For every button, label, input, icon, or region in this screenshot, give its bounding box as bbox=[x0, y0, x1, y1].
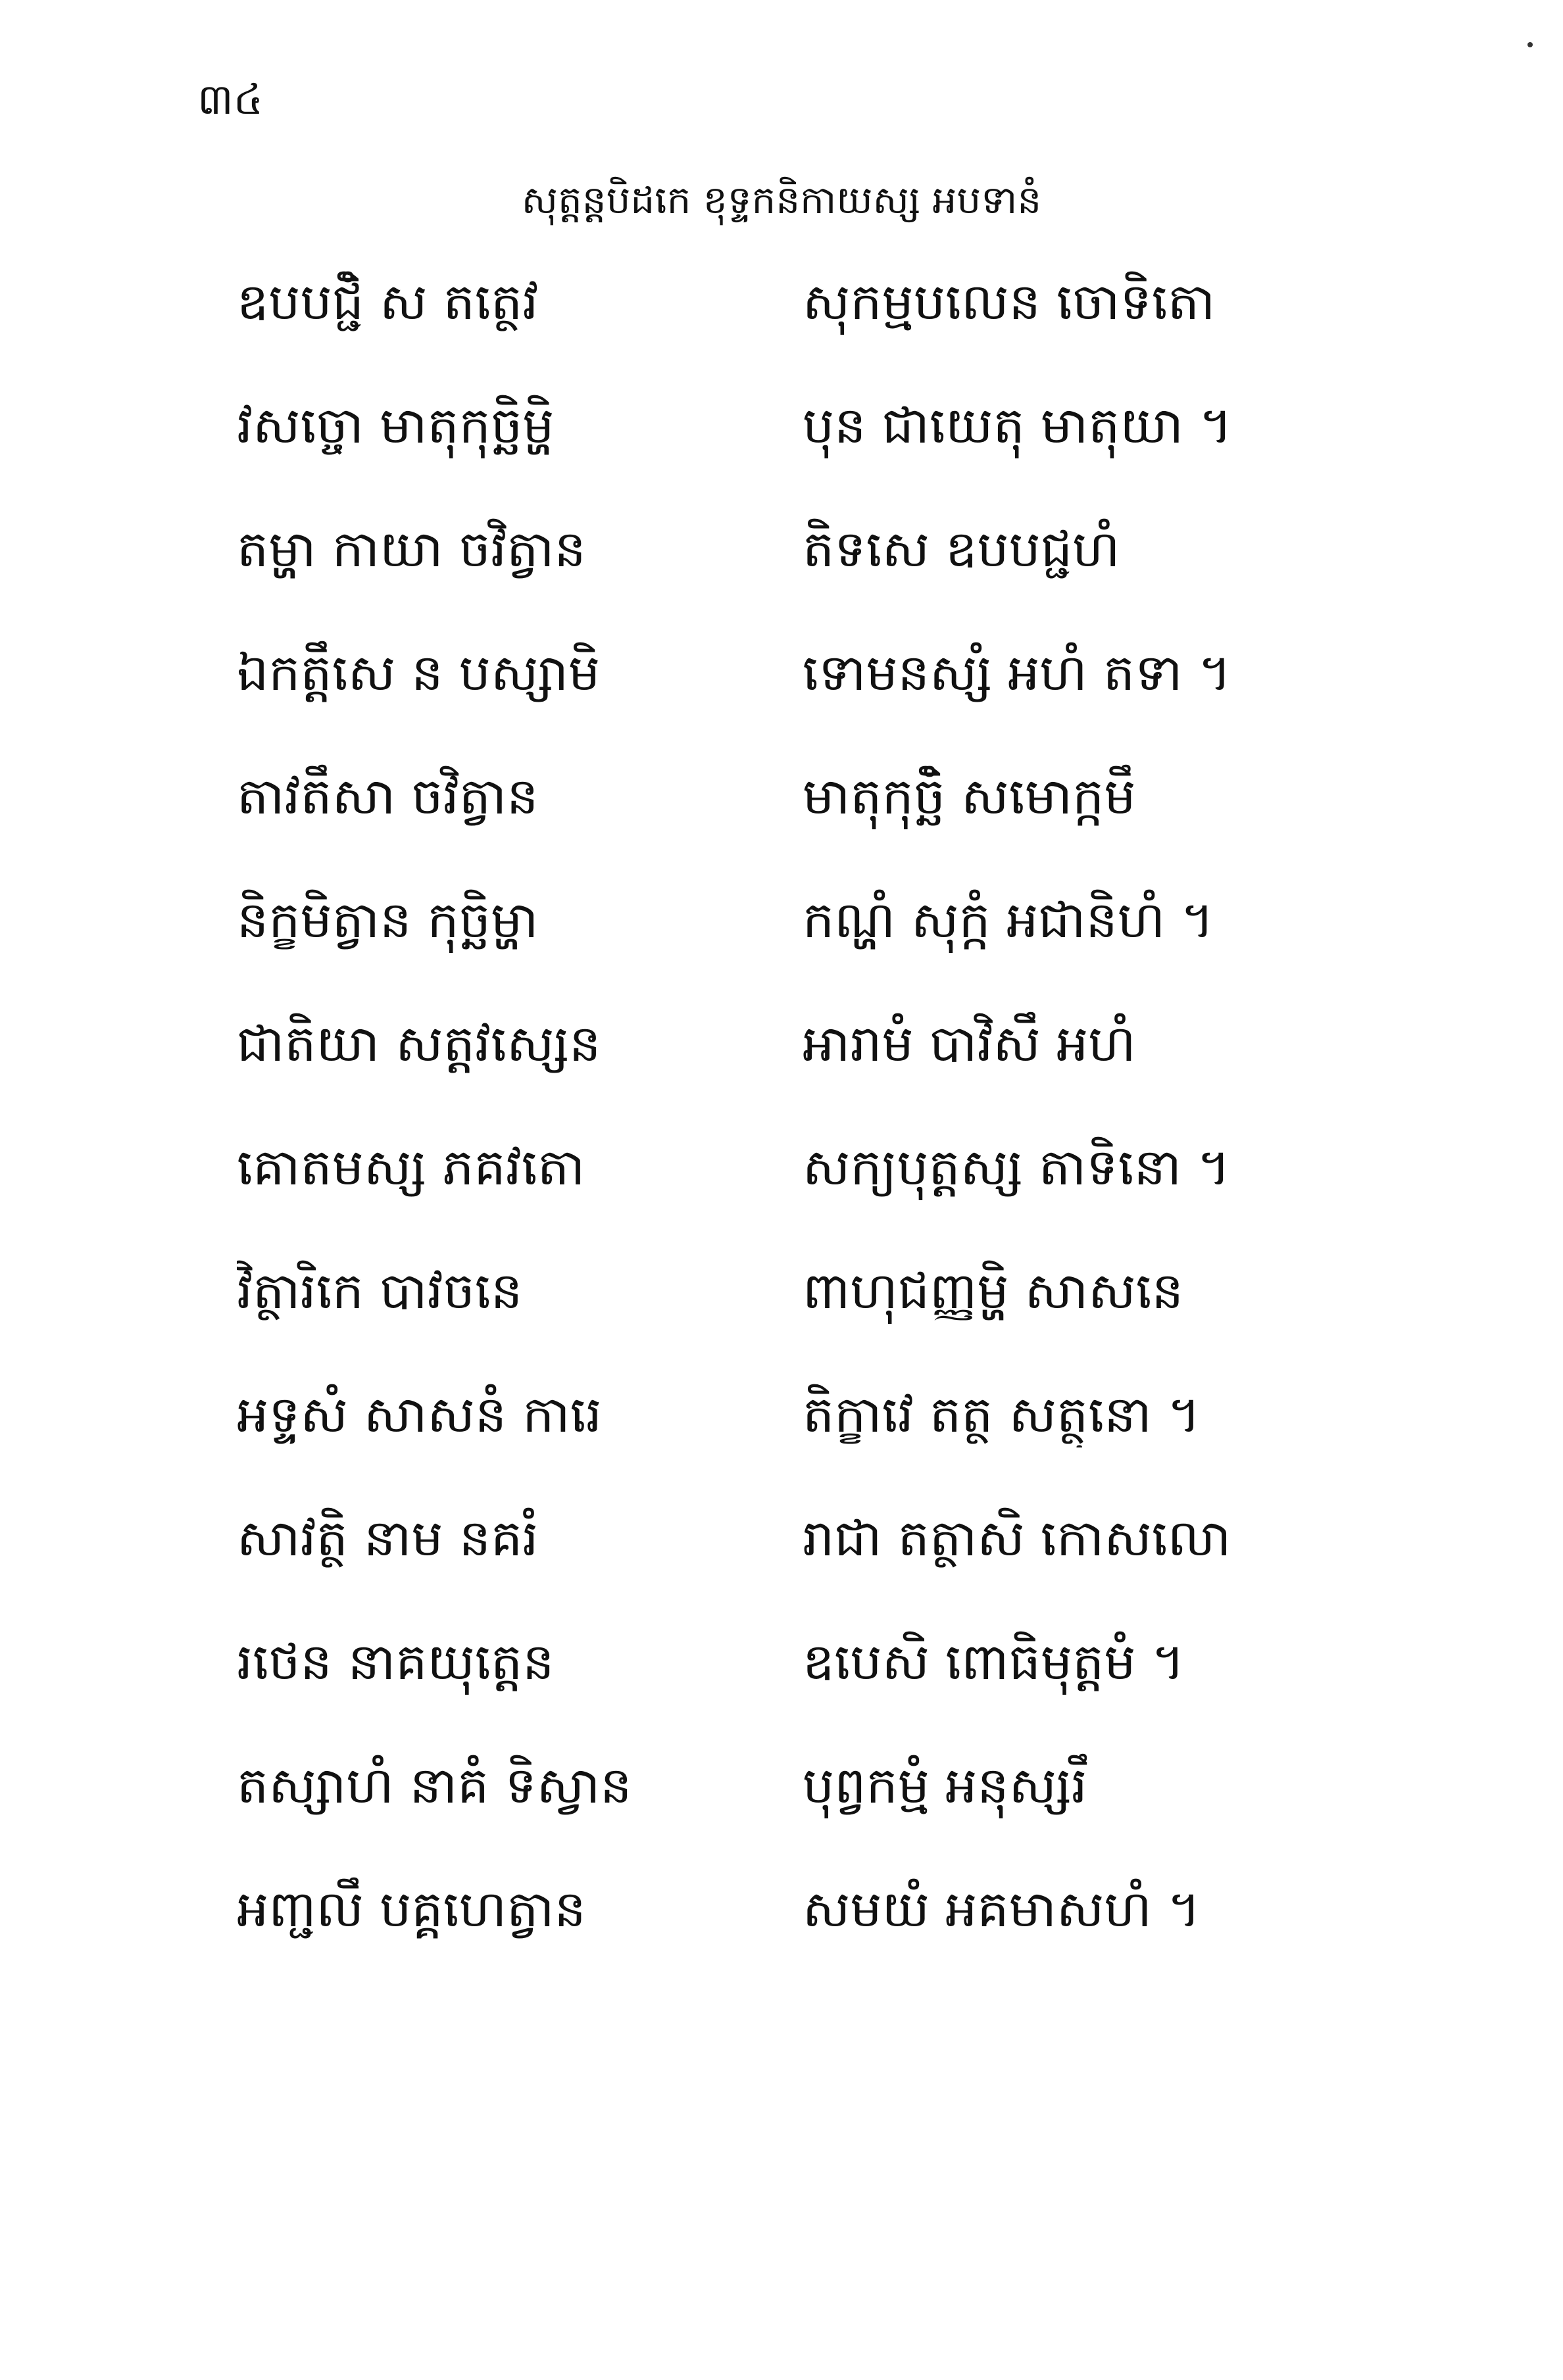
verse-right-hemistich: អារាមំ បាវិសឹ អហំ bbox=[803, 1014, 1136, 1073]
verse-line bbox=[237, 1259, 1381, 1382]
verse-left-hemistich: ឯកត្តឹសេ ន បស្សាមិ bbox=[237, 643, 601, 702]
verse-line bbox=[237, 1877, 1381, 2001]
verse-left-hemistich: រថេន នាគយុត្តេន bbox=[237, 1632, 555, 1691]
verse-right-hemistich: សមយំ អគមាសហំ ។ bbox=[803, 1880, 1201, 1938]
verse-left-hemistich: តាវតឹសា ចវិត្វាន bbox=[237, 767, 539, 825]
verse-left-hemistich: តម្ហា កាយា ចវិត្វាន bbox=[237, 520, 586, 578]
verse-line bbox=[237, 1135, 1381, 1259]
verse-left-hemistich: សាវត្ថិ នាម នគរំ bbox=[237, 1509, 539, 1567]
verse-right-hemistich: ទោមនស្សំ អហំ តទា ។ bbox=[803, 643, 1231, 702]
verse-right-hemistich: បុព្វកម្មំ អនុស្សរឹ bbox=[803, 1756, 1087, 1814]
verse-left-hemistich: វសច្ចោ មាតុកុច្ឆិម្ហិ bbox=[237, 396, 555, 454]
verse-left-hemistich: ជាតិយា សត្តវស្សេន bbox=[237, 1014, 601, 1073]
verse-left-hemistich: អញ្ជលឹ បគ្គហេត្វាន bbox=[237, 1880, 586, 1938]
verse-right-hemistich: តិក្ខាវេ តត្ថ សត្ថុនោ ។ bbox=[803, 1385, 1201, 1444]
verse-line bbox=[237, 270, 1381, 393]
verse-line bbox=[237, 641, 1381, 764]
verse-left-hemistich: និក្ខមិត្វាន កុច្ឆិម្ហា bbox=[237, 890, 539, 949]
verse-line bbox=[237, 1011, 1381, 1135]
verse-right-hemistich: សក្យបុត្តស្ស តាទិនោ ។ bbox=[803, 1138, 1231, 1196]
verse-right-hemistich: ពាហុជញ្ញម្ហិ សាសនេ bbox=[803, 1261, 1183, 1320]
page-number: ៣៤ bbox=[197, 76, 263, 124]
verse-block bbox=[237, 270, 1381, 2001]
verse-right-hemistich: មាតុកុច្ឆិំ សមោក្កមឹ bbox=[803, 767, 1136, 825]
verse-left-hemistich: គោតមស្ស ភគវតោ bbox=[237, 1138, 585, 1196]
verse-line bbox=[237, 1506, 1381, 1630]
verse-line bbox=[237, 517, 1381, 641]
verse-right-hemistich: តិទសេ ឧបបជ្ជហំ bbox=[803, 520, 1120, 578]
verse-line bbox=[237, 764, 1381, 888]
verse-left-hemistich: អទ្ទសំ សាសនំ ការេ bbox=[237, 1385, 602, 1444]
verse-line bbox=[237, 393, 1381, 517]
verse-right-hemistich: សុកម្មបលេន ចោទិតោ bbox=[803, 272, 1216, 331]
verse-line bbox=[237, 1382, 1381, 1506]
verse-right-hemistich: បុន ជាយេតុ មាតុយា ។ bbox=[803, 396, 1233, 454]
verse-left-hemistich: ឧបបជ្ជិំ ស តត្ថេវ bbox=[237, 272, 539, 331]
verse-right-hemistich: រាជា តត្ថាសិ កោសលោ bbox=[803, 1509, 1231, 1567]
verse-left-hemistich: វិត្ថារិកេ បាវចនេ bbox=[237, 1261, 523, 1320]
running-header: សុត្តន្តបិដកេ ខុទ្ទកនិកាយស្ស អបទានំ bbox=[521, 178, 1042, 222]
verse-line bbox=[237, 1753, 1381, 1877]
verse-line bbox=[237, 888, 1381, 1011]
verse-right-hemistich: ឧបេសិ ពោធិមុត្តមំ ។ bbox=[803, 1632, 1185, 1691]
verse-line bbox=[237, 1630, 1381, 1753]
verse-left-hemistich: តស្សាហំ នាគំ ទិស្វាន bbox=[237, 1756, 632, 1814]
scan-speck bbox=[1527, 42, 1533, 47]
verse-right-hemistich: កណ្ហំ សុក្កំ អជានិហំ ។ bbox=[803, 890, 1214, 949]
